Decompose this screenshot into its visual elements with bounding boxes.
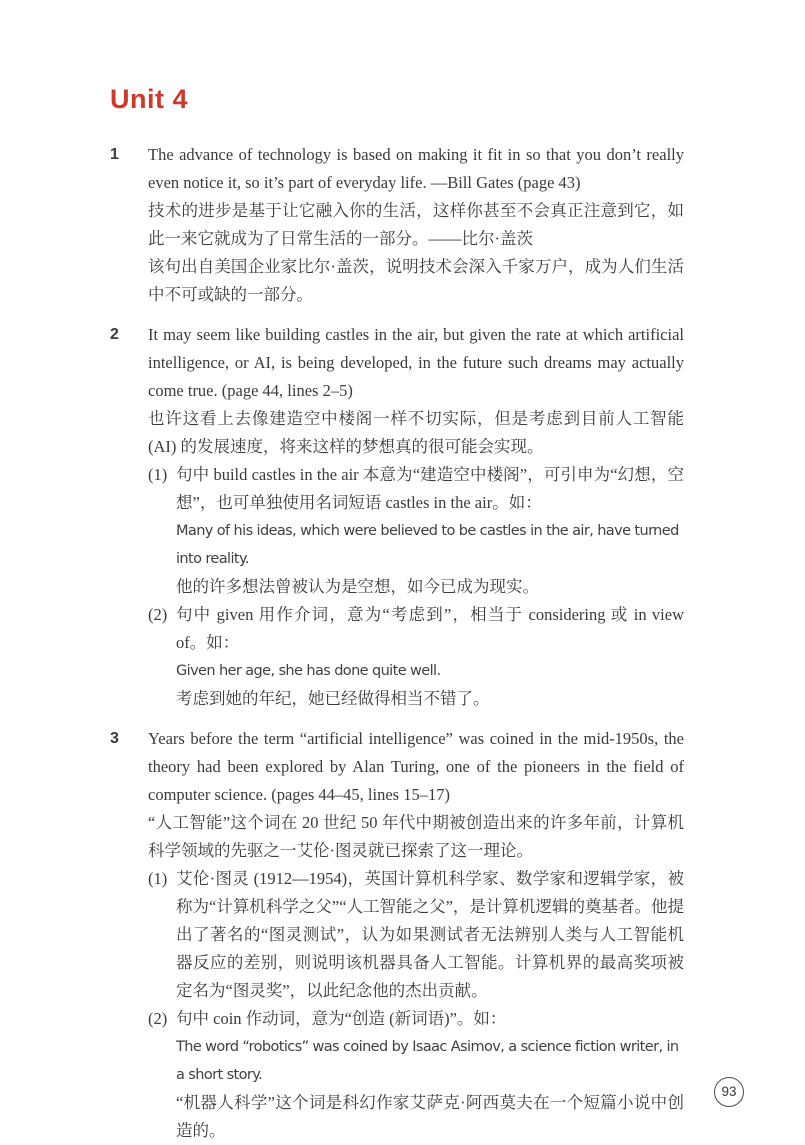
item-number: 3: [110, 730, 119, 747]
example-sentence-en: The word “robotics” was coined by Isaac Asimov, a science fiction writer, in a short story.: [176, 1039, 679, 1083]
example-sentence-zh: 他的许多想法曾被认为是空想，如今已成为现实。: [176, 577, 539, 596]
sub-item-body: [176, 1005, 684, 1145]
sub-item-number: (1): [148, 869, 168, 888]
english-quote: Years before the term “artificial intelligence” was coined in the mid-1950s, the theory had been explored by Alan Turing, one of the pioneers in the field of computer science. (pages 44–45, lines 15–17): [148, 729, 684, 804]
sub-item-2-1: [148, 461, 684, 601]
sub-item-3-1: [148, 865, 684, 1005]
sub-item-text: 句中 build castles in the air 本意为“建造空中楼阁”，可引申为“幻想，空想”，也可单独使用名词短语 castles in the air。如：: [176, 465, 684, 512]
chinese-translation: “人工智能”这个词在 20 世纪 50 年代中期被创造出来的许多年前，计算机科学领域的先驱之一艾伦·图灵就已探索了这一理论。: [148, 813, 684, 860]
sub-item-number: (1): [148, 465, 168, 484]
page-number: 93: [721, 1084, 737, 1099]
sub-item-text: 句中 given 用作介词，意为“考虑到”，相当于 considering 或 in view of。如：: [176, 605, 684, 652]
example-sentence-en: Given her age, she has done quite well.: [176, 663, 441, 679]
chinese-translation: 也许这看上去像建造空中楼阁一样不切实际，但是考虑到目前人工智能 (AI) 的发展速度，将来这样的梦想真的很可能会实现。: [148, 409, 684, 456]
item-number: 2: [110, 326, 119, 343]
sub-item-number: (2): [148, 605, 168, 624]
unit-title: Unit 4: [110, 84, 189, 114]
sub-item-text: 句中 coin 作动词，意为“创造 (新词语)”。如：: [176, 1009, 507, 1028]
note-item-3: [110, 725, 684, 1145]
sub-item-body: [176, 461, 684, 601]
chinese-translation: 技术的进步是基于让它融入你的生活，这样你甚至不会真正注意到它，如此一来它就成为了日常生活的一部分。——比尔·盖茨: [148, 201, 684, 248]
english-quote: The advance of technology is based on making it fit in so that you don’t really even notice it, so it’s part of everyday life. —Bill Gates (page 43): [148, 145, 684, 192]
sub-item-3-2: [148, 1005, 684, 1145]
english-quote: It may seem like building castles in the air, but given the rate at which artificial intelligence, or AI, is being developed, in the future such dreams may actually come true. (page 44, lines 2–5): [148, 325, 684, 400]
page-number-badge: [714, 1077, 744, 1107]
sub-item-text: 艾伦·图灵 (1912—1954)，英国计算机科学家、数学家和逻辑学家，被称为“计算机科学之父”“人工智能之父”，是计算机逻辑的奠基者。他提出了著名的“图灵测试”，认为如果测试者无法辨别人类与人工智能机器反应的差别，则说明该机器具备人工智能。计算机界的最高奖项被定名为“图灵奖”，以此纪念他的杰出贡献。: [176, 869, 684, 1000]
sub-item-body: [176, 865, 684, 1005]
sub-item-2-2: [148, 601, 684, 713]
note-item-1: [110, 141, 684, 309]
chinese-note: 该句出自美国企业家比尔·盖茨，说明技术会深入千家万户，成为人们生活中不可或缺的一部分。: [148, 257, 684, 304]
note-item-2: [110, 321, 684, 713]
sub-item-body: [176, 601, 684, 713]
example-sentence-zh: “机器人科学”这个词是科幻作家艾萨克·阿西莫夫在一个短篇小说中创造的。: [176, 1093, 684, 1140]
item-number: 1: [110, 146, 119, 163]
item-body: [148, 725, 684, 1145]
sub-item-number: (2): [148, 1009, 168, 1028]
item-body: [148, 321, 684, 713]
item-body: [148, 141, 684, 309]
example-sentence-zh: 考虑到她的年纪，她已经做得相当不错了。: [176, 689, 490, 708]
example-sentence-en: Many of his ideas, which were believed to be castles in the air, have turned into reality.: [176, 523, 679, 567]
